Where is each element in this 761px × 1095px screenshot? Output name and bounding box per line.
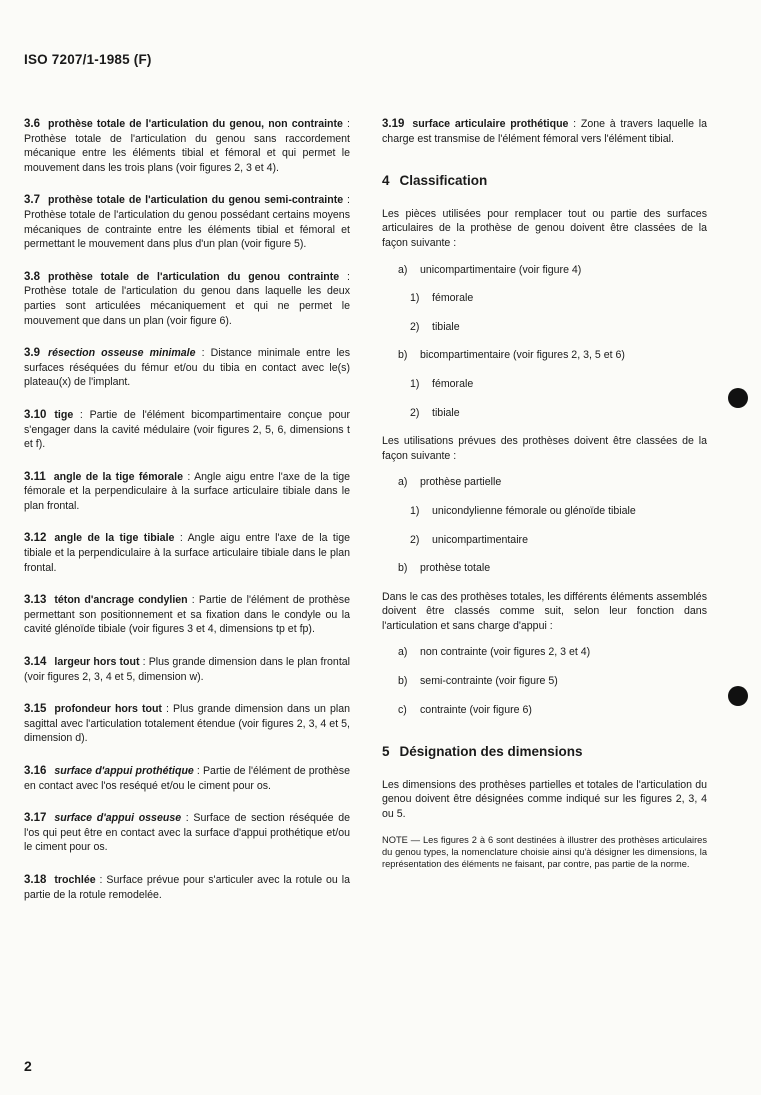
definition-3-9 xyxy=(24,346,350,390)
definition-text: : Partie de l'élément bicompartimentaire conçue pour s'engager dans la cavité médulaire (voir figures 2, 5, 6, dimensions t et f). xyxy=(24,408,350,451)
definition-text: : Angle aigu entre l'axe de la tige tibiale et la perpendiculaire à la surface articulaire tibiale dans le plan frontal. xyxy=(24,532,350,574)
list-item: 1) unicondylienne fémorale ou glénoïde tibiale xyxy=(410,504,636,517)
definition-text: : Zone à travers laquelle la charge est transmise de l'élément fémoral vers l'élément tibial. xyxy=(382,118,707,145)
list-item: b) prothèse totale xyxy=(398,562,491,575)
right-column xyxy=(382,117,707,880)
definition-text: : Prothèse totale de l'articulation du genou possédant certains moyens mécaniques de contrainte entre les éléments tibial et fémoral et permettant le mouvement dans plus d'un plan (voir figure 5). xyxy=(24,194,350,251)
list-item: 2) tibiale xyxy=(410,406,460,419)
punch-hole-icon xyxy=(728,388,748,408)
definition-term: prothèse totale de l'articulation du genou contrainte xyxy=(48,270,340,283)
definition-term: trochlée xyxy=(54,873,96,886)
definition-term: surface articulaire prothétique xyxy=(412,118,569,130)
definition-term: surface d'appui prothétique xyxy=(54,765,194,777)
definition-3-12 xyxy=(24,531,350,575)
definition-text: : Partie de l'élément de prothèse permettant son positionnement et sa fixation dans le condyle ou la cavité glénoïde tibiale (voir figures 3 et 4, dimensions tp et fp). xyxy=(24,594,350,636)
list-item: 2) unicompartimentaire xyxy=(410,533,528,546)
list-item: 2) tibiale xyxy=(410,320,460,333)
definition-number: 3.11 xyxy=(24,470,46,483)
left-column xyxy=(24,117,350,920)
punch-hole-icon xyxy=(728,686,748,706)
definition-term: téton d'ancrage condylien xyxy=(54,594,188,607)
definition-text: : Partie de l'élément de prothèse en contact avec l'os reséqué et/ou le ciment pour os. xyxy=(24,765,350,792)
definition-3-6 xyxy=(24,117,350,175)
uses-intro: Les utilisations prévues des prothèses doivent être classées de la façon suivante : xyxy=(382,435,707,462)
classification-intro: Les pièces utilisées pour remplacer tout ou partie des surfaces articulaires de la prothèse de genou doivent être classées de la façon suivante : xyxy=(382,207,707,249)
definition-number: 3.15 xyxy=(24,703,47,716)
list-item: a) unicompartimentaire (voir figure 4) xyxy=(398,263,582,276)
page-number: 2 xyxy=(24,1058,32,1074)
definition-number: 3.12 xyxy=(24,532,47,545)
definition-text: : Angle aigu entre l'axe de la tige fémorale et la perpendiculaire à la surface articulaire tibiale dans le plan frontal. xyxy=(24,470,350,512)
section-4-heading: 4 Classification xyxy=(382,173,488,189)
definition-3-19 xyxy=(382,117,707,146)
definition-text: : Plus grande dimension dans le plan frontal (voir figures 2, 3, 4 et 5, dimension w). xyxy=(24,656,351,683)
definition-term: angle de la tige fémorale xyxy=(53,470,184,483)
definition-3-8 xyxy=(24,270,350,328)
list-item: a) non contrainte (voir figures 2, 3 et 4) xyxy=(398,646,591,659)
definition-3-11 xyxy=(24,470,350,514)
list-item: c) contrainte (voir figure 6) xyxy=(398,703,532,716)
definition-term: largeur hors tout xyxy=(54,656,140,669)
definition-text: : Surface de section réséquée de l'os qui peut être en contact avec la surface d'appui prothétique et/ou le ciment pour os. xyxy=(24,812,351,854)
definition-3-7 xyxy=(24,193,350,251)
definition-text: : Distance minimale entre les surfaces réséquées du fémur et/ou du tibia en contact avec le(s) plateau(x) de l'implant. xyxy=(24,347,350,389)
section-5-heading: 5 Désignation des dimensions xyxy=(382,744,583,760)
definition-term: angle de la tige tibiale xyxy=(54,532,175,545)
definition-term: résection osseuse minimale xyxy=(48,347,196,360)
definition-number: 3.8 xyxy=(24,270,40,283)
definition-text: : Prothèse totale de l'articulation du genou dans laquelle les deux parties sont articulées mécaniquement et qui ne permet le mouvement que dans un plan (voir figure 6). xyxy=(24,270,350,327)
definition-3-18 xyxy=(24,873,350,902)
definition-3-15 xyxy=(24,702,350,746)
document-header: ISO 7207/1-1985 (F) xyxy=(24,52,152,67)
total-intro: Dans le cas des prothèses totales, les différents éléments assemblés doivent être classés comme suit, selon leur fonction dans l'articulation et sans charge d'appui : xyxy=(382,590,707,632)
definition-text: : Prothèse totale de l'articulation du genou sans raccordement mécanique entre les éléments tibial et fémoral et qui permet le mouvement dans les trois plans (voir figures 2, 3 et 4). xyxy=(24,118,350,174)
definition-number: 3.10 xyxy=(24,408,47,421)
definition-number: 3.19 xyxy=(382,118,405,130)
list-item: a) prothèse partielle xyxy=(398,476,502,489)
definition-number: 3.14 xyxy=(24,656,47,669)
definition-number: 3.17 xyxy=(24,812,47,825)
definition-3-17 xyxy=(24,811,350,855)
definition-number: 3.16 xyxy=(24,765,47,777)
definition-term: tige xyxy=(54,408,74,421)
definition-3-16 xyxy=(24,764,350,793)
definition-term: surface d'appui osseuse xyxy=(54,812,182,825)
list-item: b) semi-contrainte (voir figure 5) xyxy=(398,675,558,688)
dimensions-text: Les dimensions des prothèses partielles et totales de l'articulation du genou doivent être désignées comme indiqué sur les figures 2, 3, 4 ou 5. xyxy=(382,778,707,821)
definition-3-13 xyxy=(24,593,350,637)
definition-number: 3.18 xyxy=(24,873,47,886)
definition-term: prothèse totale de l'articulation du genou semi-contrainte xyxy=(48,194,344,207)
definition-number: 3.13 xyxy=(24,594,47,607)
list-item: b) bicompartimentaire (voir figures 2, 3, 5 et 6) xyxy=(398,349,625,362)
definition-term: prothèse totale de l'articulation du genou, non contrainte xyxy=(48,118,343,130)
definition-number: 3.6 xyxy=(24,118,40,130)
note: NOTE — Les figures 2 à 6 sont destinées à illustrer des prothèses articulaires du genou types, la nomenclature choisie ainsi qu'à désigner les dimensions, la représentation des éléments ne faisant, par contre, pas partie de la norme. xyxy=(382,834,707,870)
definition-3-14 xyxy=(24,655,350,684)
definition-3-10 xyxy=(24,408,350,452)
list-item: 1) fémorale xyxy=(410,377,474,390)
definition-number: 3.7 xyxy=(24,194,40,207)
definition-number: 3.9 xyxy=(24,347,40,360)
definition-text: : Surface prévue pour s'articuler avec la rotule ou la partie de la rotule remodelée. xyxy=(24,873,350,901)
definition-text: : Plus grande dimension dans un plan sagittal avec l'articulation totalement étendue (voir figures 2, 3, 4 et 5, dimension d). xyxy=(24,703,350,745)
list-item: 1) fémorale xyxy=(410,292,474,305)
definition-term: profondeur hors tout xyxy=(54,703,162,716)
